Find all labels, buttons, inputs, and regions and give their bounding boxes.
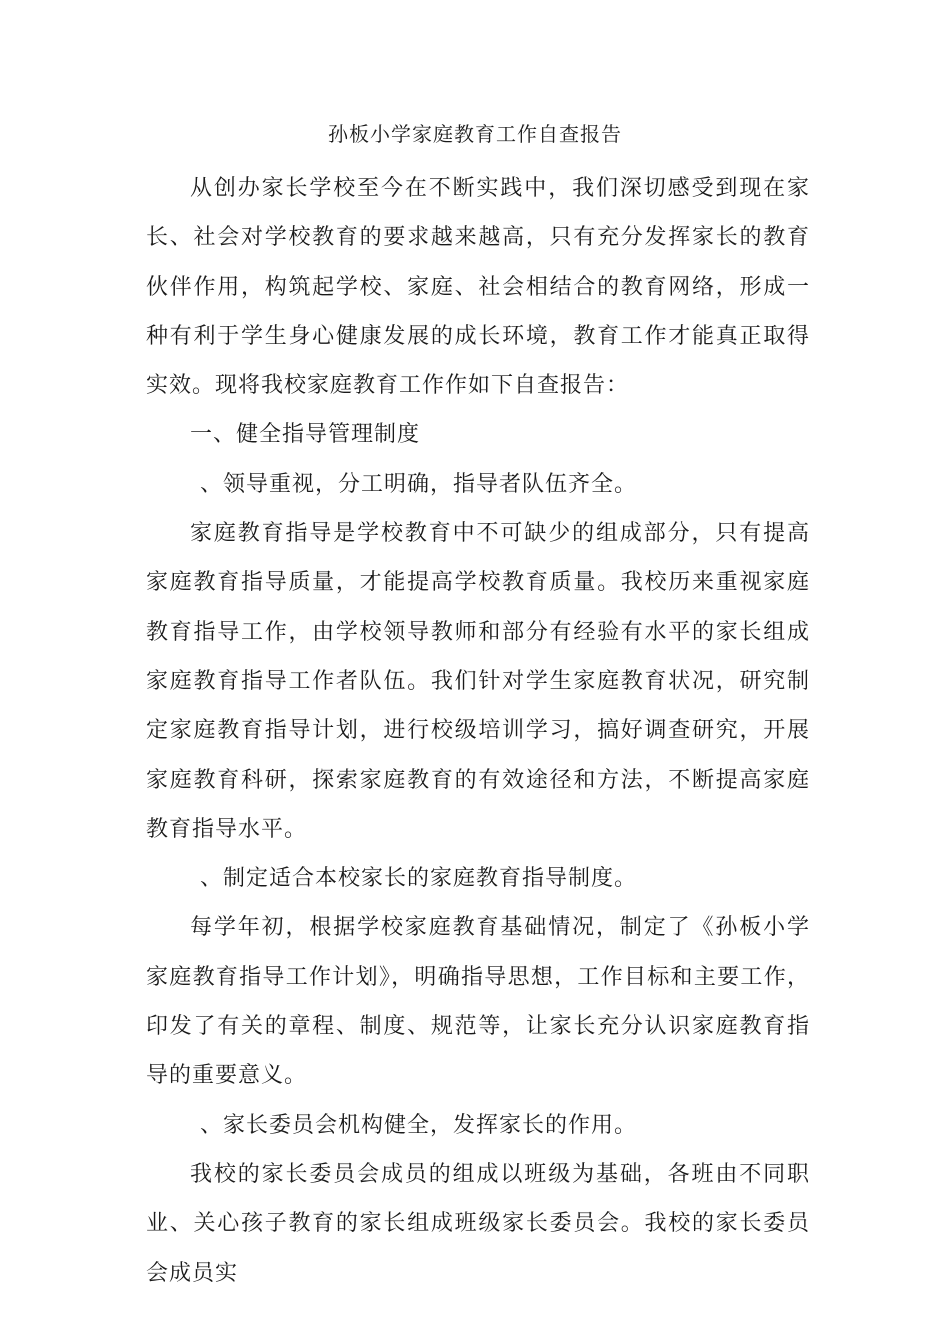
paragraph-committee: 我校的家长委员会成员的组成以班级为基础，各班由不同职业、关心孩子教育的家长组成班级家长委员会。我校的家长委员会成员实: [146, 1161, 810, 1286]
document-body: [146, 164, 810, 1298]
paragraph-leadership: 家庭教育指导是学校教育中不可缺少的组成部分，只有提高家庭教育指导质量，才能提高学校教育质量。我校历来重视家庭教育指导工作，由学校领导教师和部分有经验有水平的家长组成家庭教育指导工作者队伍。我们针对学生家庭教育状况，研究制定家庭教育指导计划，进行校级培训学习，搞好调查研究，开展家庭教育科研，探索家庭教育的有效途径和方法，不断提高家庭教育指导水平。: [146, 521, 810, 842]
subheading-leadership: 、领导重视，分工明确，指导者队伍齐全。: [200, 471, 638, 497]
section-heading-1: 一、健全指导管理制度: [190, 422, 421, 448]
document-title: 孙板小学家庭教育工作自查报告: [328, 122, 622, 146]
paragraph-system: 每学年初，根据学校家庭教育基础情况，制定了《孙板小学家庭教育指导工作计划》，明确指导思想，工作目标和主要工作，印发了有关的章程、制度、规范等，让家长充分认识家庭教育指导的重要意义。: [146, 915, 810, 1089]
subheading-system: 、制定适合本校家长的家庭教育指导制度。: [200, 866, 638, 892]
paragraph-intro: 从创办家长学校至今在不断实践中，我们深切感受到现在家长、社会对学校教育的要求越来越高，只有充分发挥家长的教育伙伴作用，构筑起学校、家庭、社会相结合的教育网络，形成一种有利于学生身心健康发展的成长环境，教育工作才能真正取得实效。现将我校家庭教育工作作如下自查报告：: [146, 176, 810, 399]
subheading-committee: 、家长委员会机构健全，发挥家长的作用。: [200, 1112, 638, 1138]
